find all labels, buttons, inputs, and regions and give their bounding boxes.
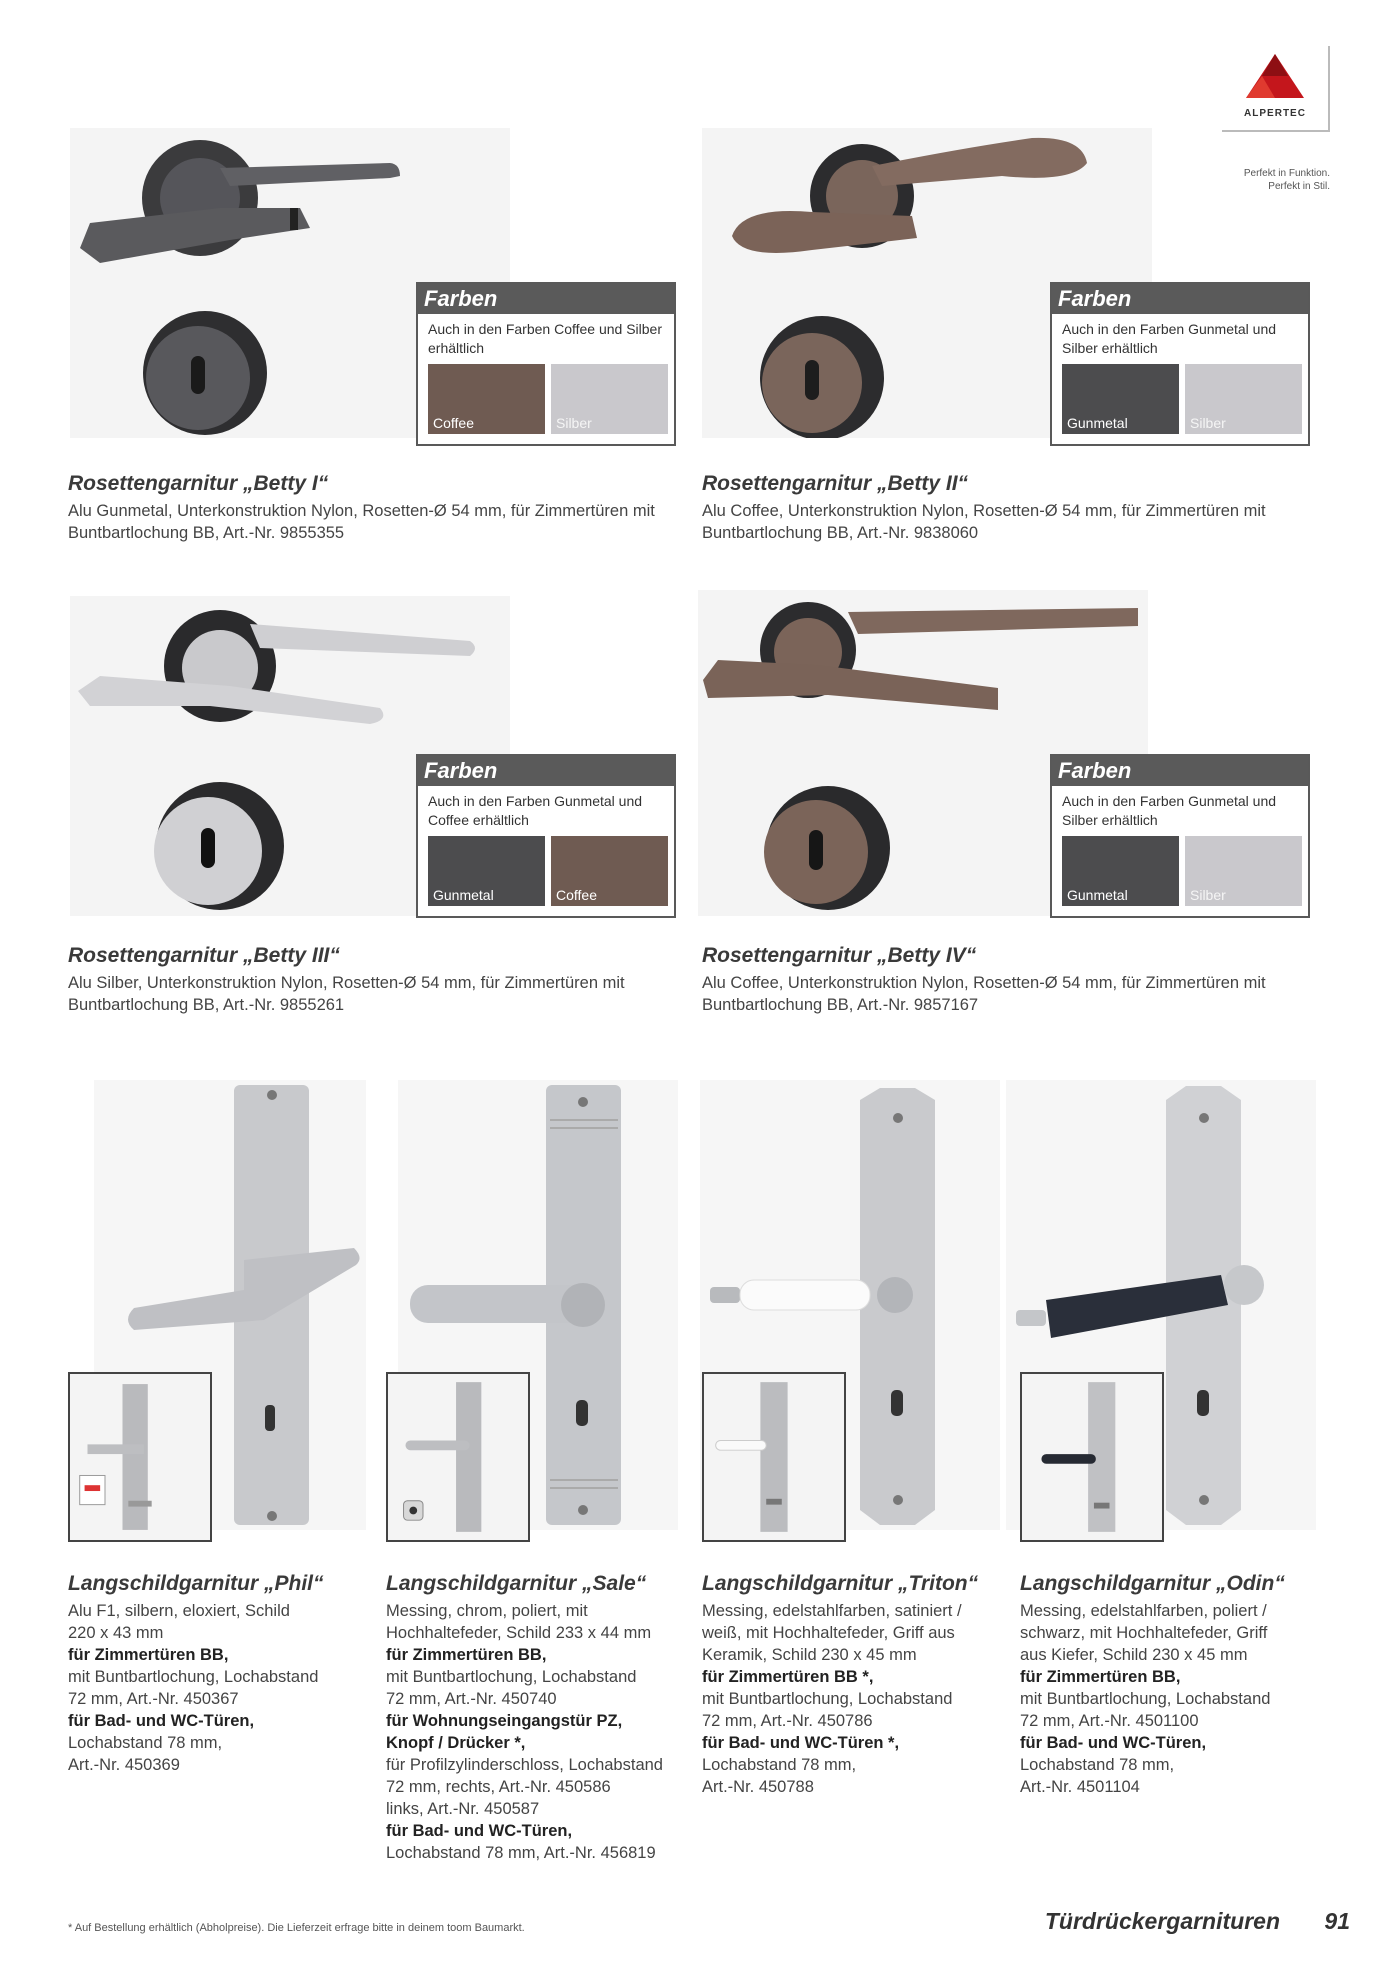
desc-line: schwarz, mit Hochhaltefeder, Griff bbox=[1020, 1624, 1268, 1642]
farben-heading: Farben bbox=[418, 284, 674, 314]
farben-box-betty-3 bbox=[416, 754, 676, 918]
desc-line: aus Kiefer, Schild 230 x 45 mm bbox=[1020, 1646, 1248, 1664]
desc-line: für Bad- und WC-Türen *, bbox=[702, 1734, 900, 1752]
desc-line: Messing, chrom, poliert, mit bbox=[386, 1602, 588, 1620]
product-title-betty-1: Rosettengarnitur „Betty I“ bbox=[68, 472, 329, 495]
desc-line: 72 mm, Art.-Nr. 450740 bbox=[386, 1690, 557, 1708]
desc-line: Keramik, Schild 230 x 45 mm bbox=[702, 1646, 917, 1664]
product-title-betty-3: Rosettengarnitur „Betty III“ bbox=[68, 944, 340, 967]
swatch-label: Gunmetal bbox=[1067, 415, 1128, 431]
desc-line: Art.-Nr. 450369 bbox=[68, 1756, 180, 1774]
desc-line: Lochabstand 78 mm, bbox=[68, 1734, 223, 1752]
product-desc-phil bbox=[68, 1600, 358, 1776]
desc-line: 72 mm, Art.-Nr. 4501100 bbox=[1020, 1712, 1199, 1730]
desc-line: für Bad- und WC-Türen, bbox=[68, 1712, 255, 1730]
desc-line: Lochabstand 78 mm, bbox=[702, 1756, 857, 1774]
desc-line: 220 x 43 mm bbox=[68, 1624, 164, 1642]
farben-heading: Farben bbox=[1052, 756, 1308, 786]
desc-line: Messing, edelstahlfarben, satiniert / bbox=[702, 1602, 962, 1620]
desc-line: für Bad- und WC-Türen, bbox=[386, 1822, 573, 1840]
alpertec-logo-icon bbox=[1222, 46, 1328, 106]
swatch-coffee bbox=[551, 836, 668, 906]
product-title-odin: Langschildgarnitur „Odin“ bbox=[1020, 1572, 1285, 1595]
product-title-betty-4: Rosettengarnitur „Betty IV“ bbox=[702, 944, 977, 967]
product-desc-sale bbox=[386, 1600, 686, 1864]
product-title-phil: Langschildgarnitur „Phil“ bbox=[68, 1572, 324, 1595]
farben-box-betty-1 bbox=[416, 282, 676, 446]
desc-line: Alu F1, silbern, eloxiert, Schild bbox=[68, 1602, 290, 1620]
swatch-label: Gunmetal bbox=[1067, 887, 1128, 903]
product-desc-betty-2: Alu Coffee, Unterkonstruktion Nylon, Rosetten-Ø 54 mm, für Zimmertüren mit Buntbartlochung BB, Art.-Nr. 9838060 bbox=[702, 502, 1266, 542]
farben-text: Auch in den Farben Gunmetal und Silber erhältlich bbox=[1062, 321, 1277, 356]
desc-line: für Wohnungseingangstür PZ, bbox=[386, 1712, 623, 1730]
desc-line: Lochabstand 78 mm, Art.-Nr. 456819 bbox=[386, 1844, 656, 1862]
swatch-gunmetal bbox=[1062, 836, 1179, 906]
swatch-gunmetal bbox=[428, 836, 545, 906]
page-number: 91 bbox=[1324, 1908, 1350, 1934]
desc-line: mit Buntbartlochung, Lochabstand bbox=[1020, 1690, 1271, 1708]
swatch-silber bbox=[1185, 364, 1302, 434]
swatch-label: Silber bbox=[1190, 415, 1226, 431]
swatch-label: Gunmetal bbox=[433, 887, 494, 903]
farben-box-betty-2 bbox=[1050, 282, 1310, 446]
desc-line: weiß, mit Hochhaltefeder, Griff aus bbox=[702, 1624, 955, 1642]
farben-text: Auch in den Farben Coffee und Silber erhältlich bbox=[428, 321, 663, 356]
desc-line: mit Buntbartlochung, Lochabstand bbox=[702, 1690, 953, 1708]
product-title-betty-2: Rosettengarnitur „Betty II“ bbox=[702, 472, 969, 495]
desc-line: mit Buntbartlochung, Lochabstand bbox=[386, 1668, 637, 1686]
product-desc-triton bbox=[702, 1600, 1002, 1798]
desc-line: für Zimmertüren BB, bbox=[1020, 1668, 1181, 1686]
swatch-gunmetal bbox=[1062, 364, 1179, 434]
desc-line: mit Buntbartlochung, Lochabstand bbox=[68, 1668, 319, 1686]
swatch-silber bbox=[1185, 836, 1302, 906]
swatch-label: Coffee bbox=[433, 415, 474, 431]
product-title-sale: Langschildgarnitur „Sale“ bbox=[386, 1572, 647, 1595]
product-title-triton: Langschildgarnitur „Triton“ bbox=[702, 1572, 979, 1595]
product-desc-odin bbox=[1020, 1600, 1320, 1798]
product-desc-betty-3: Alu Silber, Unterkonstruktion Nylon, Rosetten-Ø 54 mm, für Zimmertüren mit Buntbartlochung BB, Art.-Nr. 9855261 bbox=[68, 974, 625, 1014]
desc-line: Messing, edelstahlfarben, poliert / bbox=[1020, 1602, 1267, 1620]
desc-line: 72 mm, rechts, Art.-Nr. 450586 bbox=[386, 1778, 611, 1796]
thumb-triton bbox=[702, 1372, 846, 1542]
brand-tagline-1: Perfekt in Funktion. bbox=[1243, 168, 1330, 179]
swatch-label: Coffee bbox=[556, 887, 597, 903]
product-desc-betty-1: Alu Gunmetal, Unterkonstruktion Nylon, Rosetten-Ø 54 mm, für Zimmertüren mit Buntbartlochung BB, Art.-Nr. 9855355 bbox=[68, 502, 655, 542]
thumb-sale bbox=[386, 1372, 530, 1542]
farben-heading: Farben bbox=[418, 756, 674, 786]
desc-line: 72 mm, Art.-Nr. 450367 bbox=[68, 1690, 239, 1708]
swatch-label: Silber bbox=[556, 415, 592, 431]
swatch-label: Silber bbox=[1190, 887, 1226, 903]
brand-tagline-2: Perfekt in Stil. bbox=[1268, 181, 1330, 192]
farben-heading: Farben bbox=[1052, 284, 1308, 314]
brand-logo bbox=[1222, 46, 1330, 132]
desc-line: Hochhaltefeder, Schild 233 x 44 mm bbox=[386, 1624, 652, 1642]
thumb-odin bbox=[1020, 1372, 1164, 1542]
desc-line: für Profilzylinderschloss, Lochabstand bbox=[386, 1756, 663, 1774]
brand-name: ALPERTEC bbox=[1244, 108, 1306, 119]
desc-line: Knopf / Drücker *, bbox=[386, 1734, 526, 1752]
desc-line: Lochabstand 78 mm, bbox=[1020, 1756, 1175, 1774]
desc-line: Art.-Nr. 450788 bbox=[702, 1778, 814, 1796]
footnote: * Auf Bestellung erhältlich (Abholpreise). Die Lieferzeit erfrage bitte in deinem toom Baumarkt. bbox=[68, 1922, 525, 1934]
desc-line: 72 mm, Art.-Nr. 450786 bbox=[702, 1712, 873, 1730]
desc-line: Art.-Nr. 4501104 bbox=[1020, 1778, 1140, 1796]
desc-line: für Zimmertüren BB, bbox=[68, 1646, 229, 1664]
farben-text: Auch in den Farben Gunmetal und Silber erhältlich bbox=[1062, 793, 1277, 828]
section-title: Türdrückergarnituren bbox=[1044, 1908, 1280, 1934]
desc-line: für Zimmertüren BB, bbox=[386, 1646, 547, 1664]
product-desc-betty-4: Alu Coffee, Unterkonstruktion Nylon, Rosetten-Ø 54 mm, für Zimmertüren mit Buntbartlochung BB, Art.-Nr. 9857167 bbox=[702, 974, 1266, 1014]
desc-line: links, Art.-Nr. 450587 bbox=[386, 1800, 540, 1818]
swatch-silber bbox=[551, 364, 668, 434]
desc-line: für Zimmertüren BB *, bbox=[702, 1668, 874, 1686]
farben-text: Auch in den Farben Gunmetal und Coffee erhältlich bbox=[428, 793, 643, 828]
swatch-coffee bbox=[428, 364, 545, 434]
desc-line: für Bad- und WC-Türen, bbox=[1020, 1734, 1207, 1752]
farben-box-betty-4 bbox=[1050, 754, 1310, 918]
thumb-phil bbox=[68, 1372, 212, 1542]
